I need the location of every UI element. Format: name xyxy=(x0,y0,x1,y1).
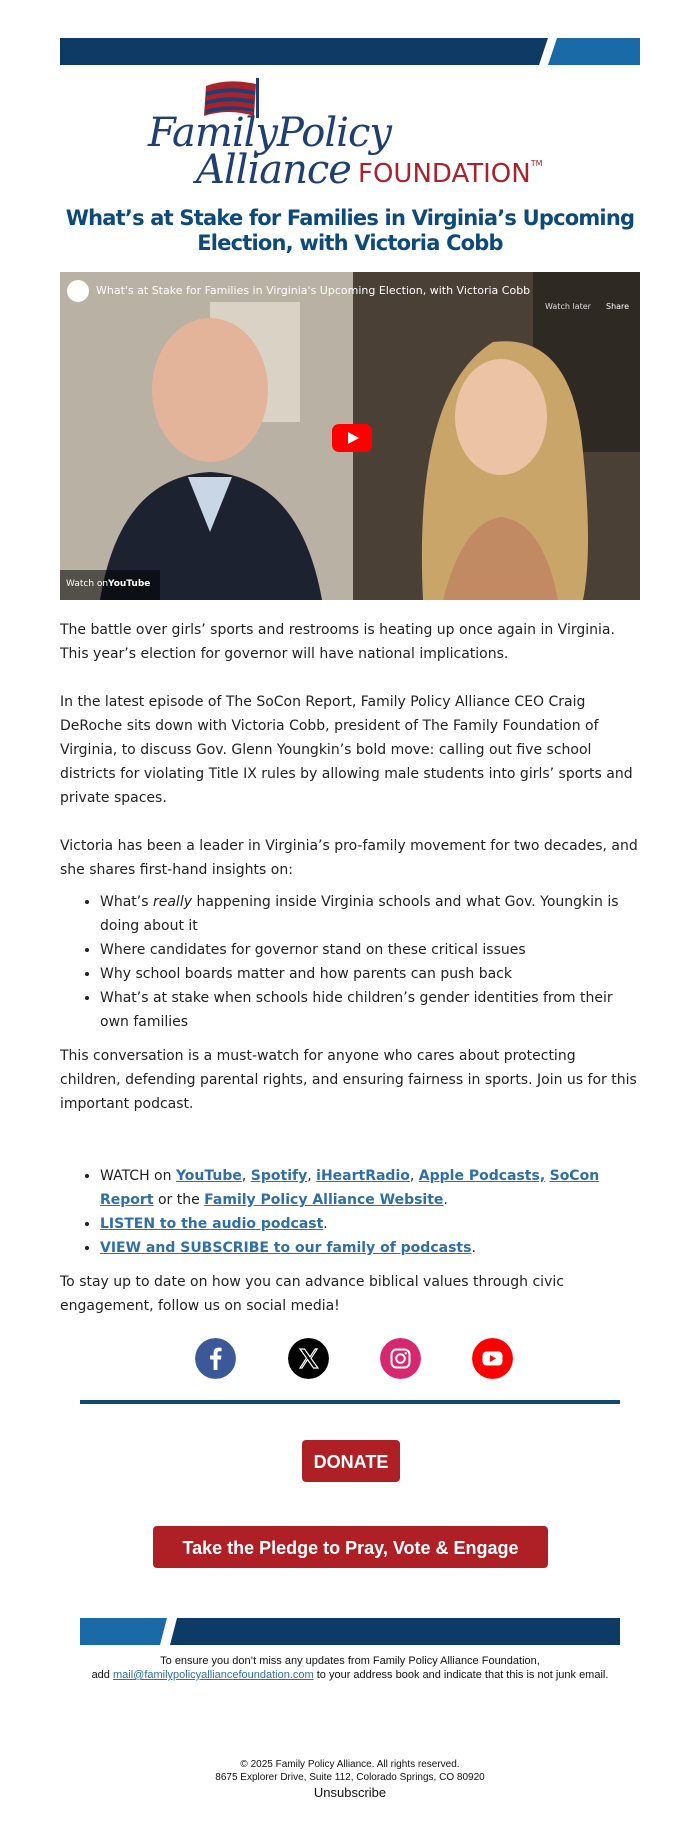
family-policy-alliance-foundation-logo[interactable] xyxy=(148,76,568,193)
youtube-link[interactable]: YouTube xyxy=(175,1168,242,1184)
donate-button[interactable]: DONATE xyxy=(302,1440,400,1482)
unsubscribe-link[interactable]: Unsubscribe xyxy=(313,1785,387,1800)
iheartradio-link[interactable]: iHeartRadio xyxy=(316,1168,410,1184)
paragraph-episode: In the latest episode of The SoCon Report, Family Policy Alliance CEO Craig DeRoche sits down with Victoria Cobb, president of The Family Foundation of Virginia, to discuss Gov. Glenn Youngkin’s bold move: calling out five school districts for violating Title IX rules by allowing male students into girls’ sports and private spaces. xyxy=(60,694,633,806)
list-item: • What’s at stake when schools hide children’s gender identities from their own families xyxy=(100,986,640,1034)
video-guest-panel xyxy=(353,272,640,600)
paragraph-must-watch: This conversation is a must-watch for anyone who cares about protecting children, defending parental rights, and ensuring fairness in sports. Join us for this important podcast. xyxy=(60,1048,637,1112)
watch-on-youtube-button[interactable] xyxy=(60,570,160,600)
list-item: • LISTEN to the audio podcast. xyxy=(100,1212,640,1236)
youtube-icon[interactable] xyxy=(472,1338,513,1379)
instagram-icon[interactable] xyxy=(380,1338,421,1379)
list-item: • WATCH on YouTube, Spotify, iHeartRadio, Apple Podcasts, SoCon Report or the Family Policy Alliance Website. xyxy=(100,1164,640,1212)
video-host-panel xyxy=(60,272,353,600)
address-book-notice xyxy=(80,1654,620,1682)
list-item: • VIEW and SUBSCRIBE to our family of podcasts. xyxy=(100,1236,640,1260)
divider xyxy=(80,1400,620,1404)
listen-audio-link[interactable]: LISTEN to the audio podcast xyxy=(100,1216,324,1232)
notice-line: add mail@familypolicyalliancefoundation.com to your address book and indicate that this is not junk email. xyxy=(91,1669,609,1681)
play-button-icon[interactable] xyxy=(332,424,372,452)
article-body xyxy=(60,618,640,1342)
guest-figure xyxy=(353,272,640,600)
notice-line: To ensure you don’t miss any updates from Family Policy Alliance Foundation, xyxy=(160,1655,540,1667)
watch-on-label: Watch on xyxy=(66,579,109,589)
mailing-address: 8675 Explorer Drive, Suite 112, Colorado Springs, CO 80920 xyxy=(215,1772,485,1783)
list-item: • Why school boards matter and how parents can push back xyxy=(100,962,640,986)
x-icon[interactable] xyxy=(288,1338,329,1379)
social-icons-row xyxy=(60,1338,640,1380)
footer-banner-bar xyxy=(80,1618,620,1645)
logo-text-foundation: FOUNDATION™ xyxy=(358,159,543,189)
list-item: • Where candidates for governor stand on these critical issues xyxy=(100,938,640,962)
list-item: • What’s really happening inside Virginia schools and what Gov. Youngkin is doing about it xyxy=(100,890,640,938)
logo-text-alliance: Alliance xyxy=(196,147,351,193)
paragraph-intro: The battle over girls’ sports and restrooms is heating up once again in Virginia. This year’s election for governor will have national implications. xyxy=(60,622,615,662)
insights-list xyxy=(60,890,640,1034)
youtube-logo-text: YouTube xyxy=(108,579,151,589)
page-title: What’s at Stake for Families in Virginia’s Upcoming Election, with Victoria Cobb xyxy=(65,206,635,255)
watch-later-button[interactable]: Watch later xyxy=(545,302,591,311)
youtube-video-embed[interactable] xyxy=(60,272,640,600)
logo-text-family-policy: FamilyPolicy xyxy=(148,110,391,156)
channel-avatar-icon[interactable] xyxy=(67,280,89,302)
email-link[interactable]: mail@familypolicyalliancefoundation.com xyxy=(112,1669,314,1681)
apple-podcasts-link[interactable]: Apple Podcasts, xyxy=(418,1168,546,1184)
copyright-text: © 2025 Family Policy Alliance. All rights reserved. xyxy=(240,1759,460,1770)
socon-report-link[interactable]: SoCon Report xyxy=(100,1168,600,1208)
spotify-link[interactable]: Spotify xyxy=(250,1168,308,1184)
paragraph-follow: To stay up to date on how you can advance biblical values through civic engagement, follow us on social media! xyxy=(60,1274,564,1314)
host-figure xyxy=(60,272,353,600)
trademark-mark: TM xyxy=(530,159,543,168)
podcast-links-list xyxy=(60,1164,640,1260)
legal-footer xyxy=(80,1758,620,1801)
paragraph-victoria: Victoria has been a leader in Virginia’s pro-family movement for two decades, and she shares first-hand insights on: xyxy=(60,838,638,878)
header-banner-bar xyxy=(60,38,640,65)
share-button[interactable]: Share xyxy=(606,302,630,311)
subscribe-podcasts-link[interactable]: VIEW and SUBSCRIBE to our family of podcasts xyxy=(100,1240,472,1256)
take-the-pledge-button[interactable]: Take the Pledge to Pray, Vote & Engage xyxy=(153,1526,548,1568)
facebook-icon[interactable] xyxy=(195,1338,236,1379)
video-title[interactable]: What's at Stake for Families in Virginia's Upcoming Election, with Victoria Cobb xyxy=(96,284,531,297)
fpa-website-link[interactable]: Family Policy Alliance Website xyxy=(204,1192,444,1208)
